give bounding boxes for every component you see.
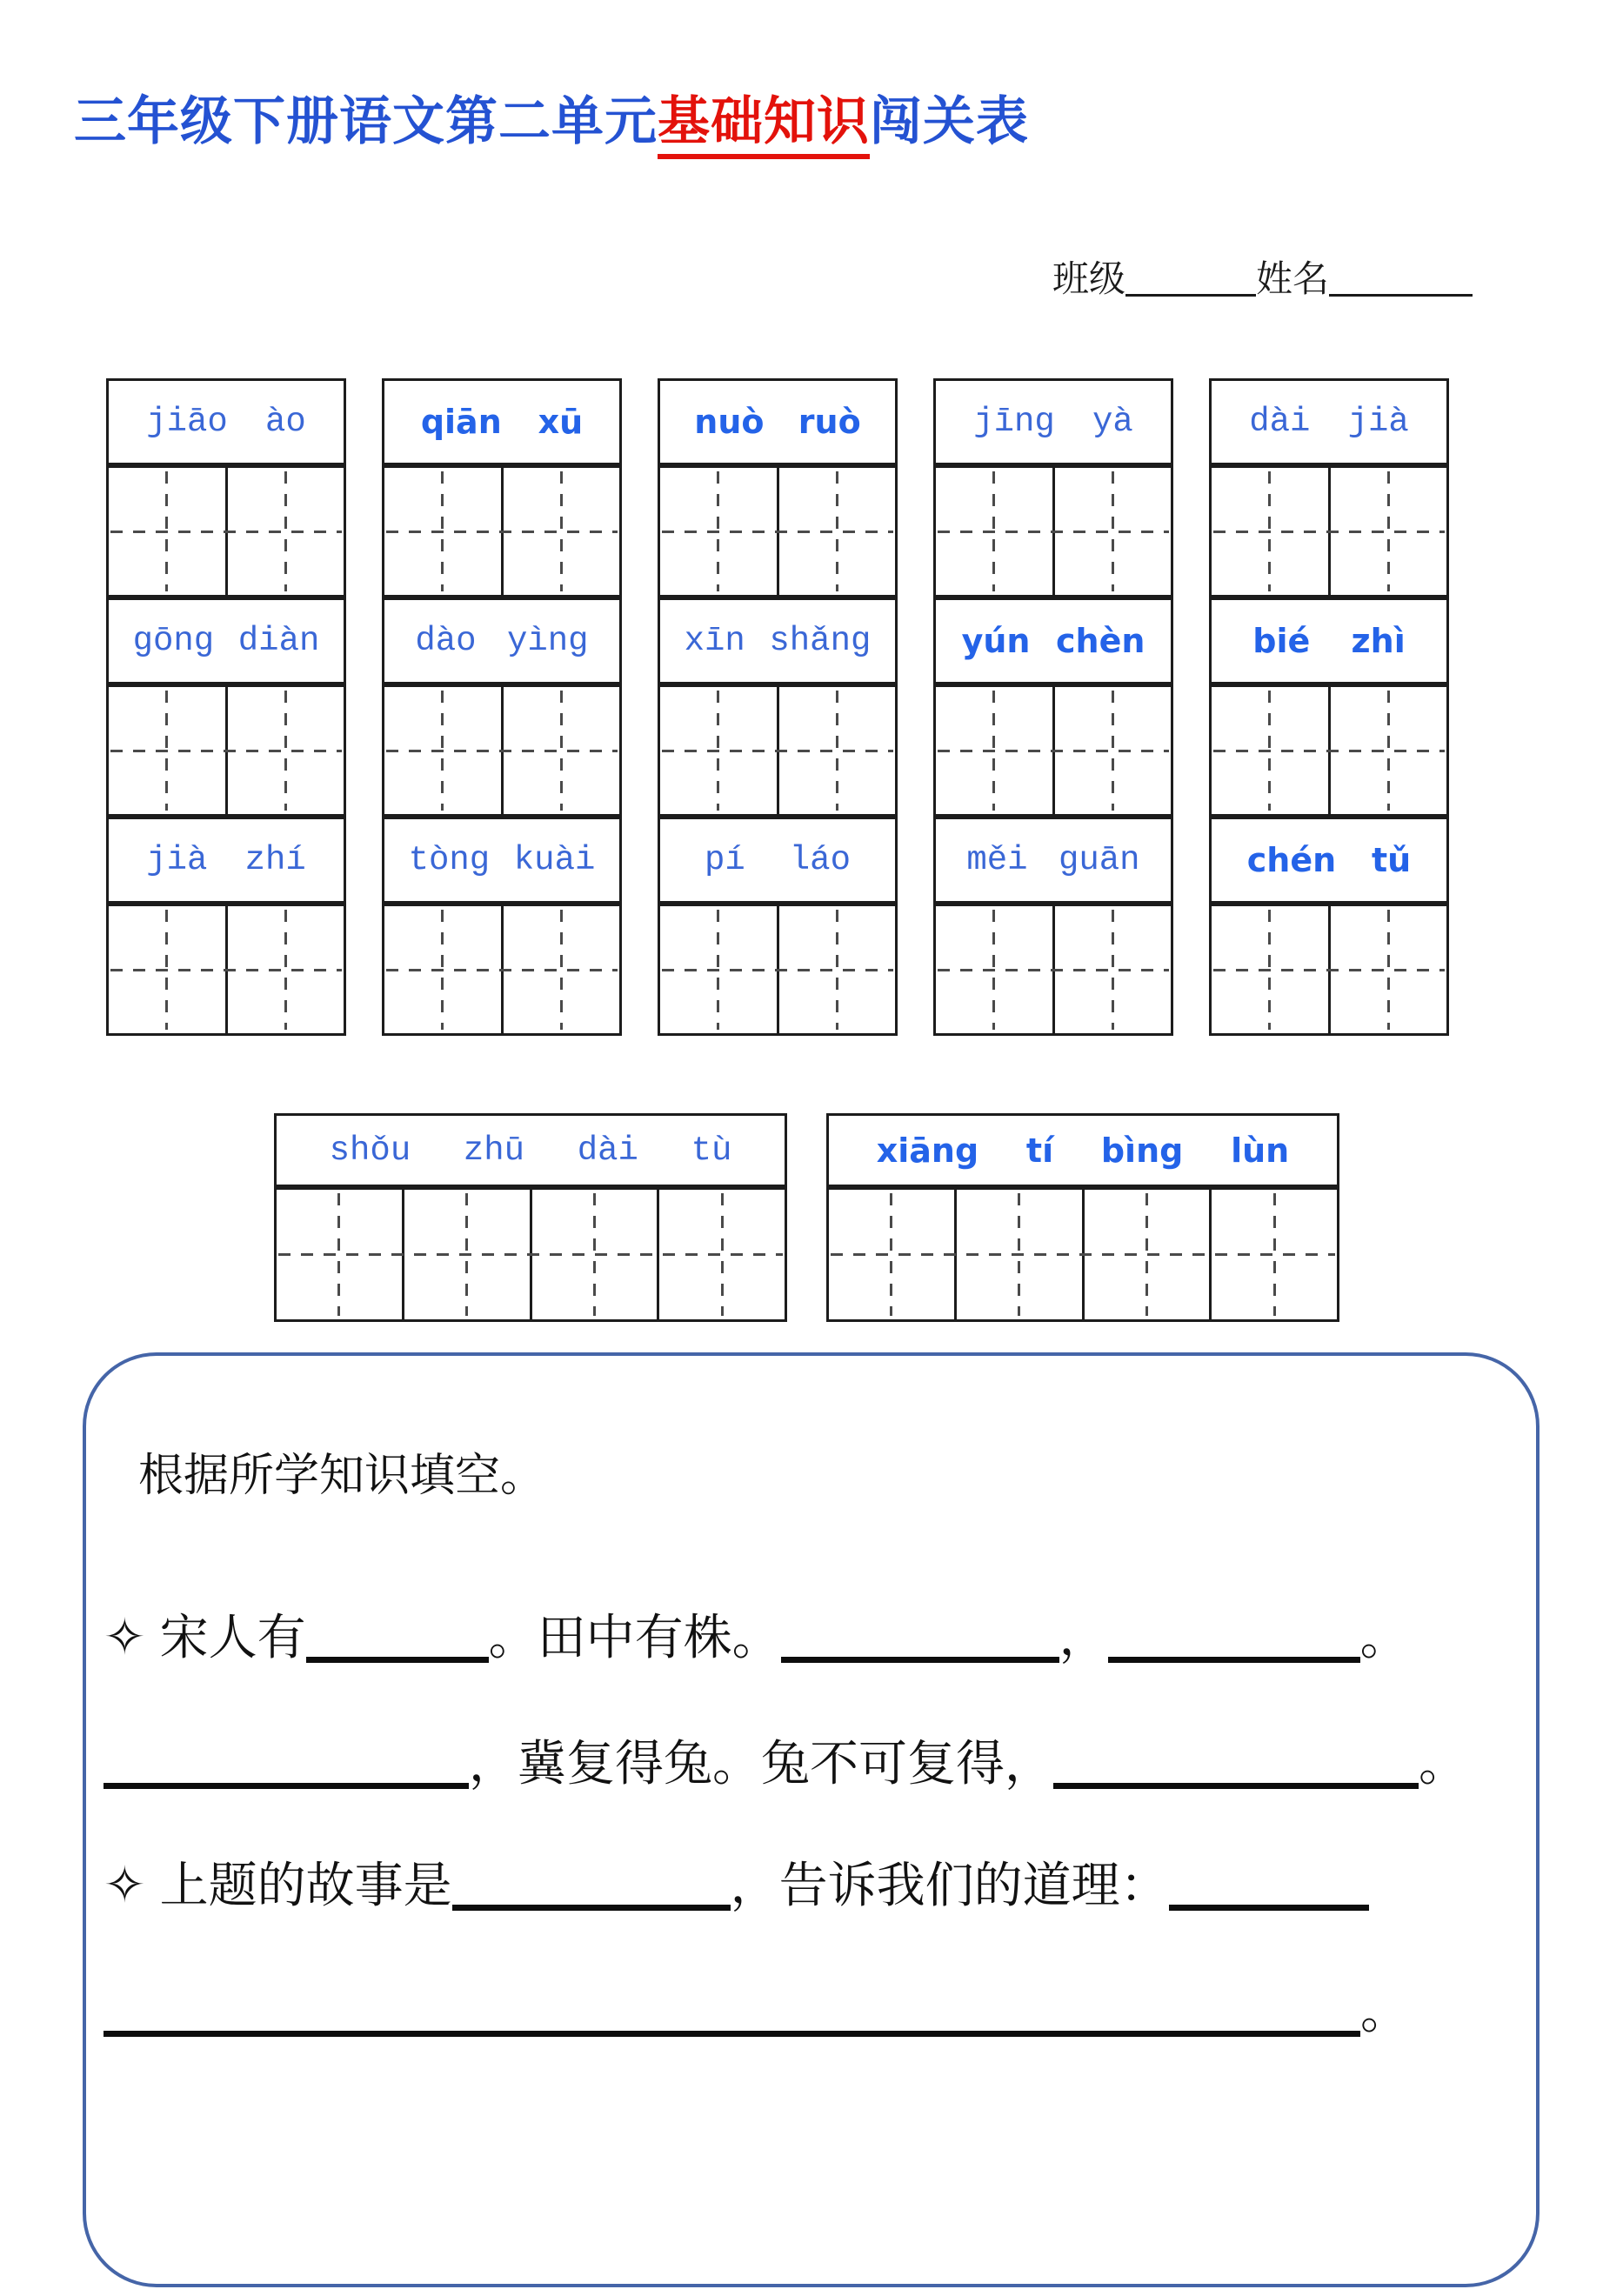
- writing-squares: [382, 904, 622, 1036]
- pinyin-syllable: ruò: [798, 403, 861, 441]
- answer-blank: [104, 1996, 1360, 2037]
- class-label: 班级: [1052, 260, 1126, 300]
- pinyin-word-card: [658, 817, 898, 1036]
- pinyin-syllable: tòng: [408, 841, 491, 879]
- fill-line: [104, 1599, 1409, 1669]
- square-horizontal-dash: [1213, 750, 1445, 752]
- writing-squares: [382, 465, 622, 597]
- pinyin-syllable: shǎng: [769, 622, 872, 660]
- diamond-bullet-icon: ✧: [104, 1857, 146, 1913]
- pinyin-word-card: [933, 378, 1173, 597]
- pinyin-word-card: [1209, 597, 1449, 817]
- answer-blank: [781, 1622, 1059, 1663]
- pinyin-syllable: nuò: [694, 403, 765, 441]
- pinyin-word-card: [1209, 817, 1449, 1036]
- fill-line: [104, 1973, 1409, 2043]
- fill-text: 。: [1359, 1612, 1409, 1665]
- answer-blank: [1053, 1748, 1419, 1789]
- pinyin-syllable: gōng: [132, 622, 215, 660]
- pinyin-syllable: zhí: [244, 841, 306, 879]
- fill-text: 宋人有: [159, 1612, 306, 1665]
- fill-in-section: [83, 1352, 1540, 2287]
- fill-text: 上题的故事是: [159, 1859, 452, 1913]
- writing-squares: [933, 684, 1173, 817]
- pinyin-word-card: [106, 597, 346, 817]
- pinyin-label: [382, 817, 622, 904]
- fill-text: ，: [1059, 1612, 1108, 1665]
- square-horizontal-dash: [662, 531, 893, 533]
- pinyin-label: [826, 1113, 1339, 1187]
- pinyin-syllable: dài: [577, 1131, 638, 1170]
- writing-squares: [106, 904, 346, 1036]
- square-horizontal-dash: [938, 750, 1169, 752]
- square-horizontal-dash: [1213, 531, 1445, 533]
- writing-squares: [933, 904, 1173, 1036]
- pinyin-syllable: diàn: [237, 622, 320, 660]
- pinyin-syllable: xū: [538, 403, 584, 441]
- writing-squares: [1209, 904, 1449, 1036]
- pinyin-syllable: zhū: [463, 1131, 525, 1170]
- pinyin-label: [1209, 597, 1449, 684]
- writing-squares: [658, 684, 898, 817]
- pinyin-word-card: [106, 378, 346, 597]
- pinyin-syllable: guān: [1058, 841, 1140, 879]
- pinyin-syllable: jià: [146, 841, 208, 879]
- pinyin-syllable: xīn: [684, 622, 745, 660]
- pinyin-syllable: jīng: [973, 403, 1055, 441]
- answer-blank: [104, 1748, 469, 1789]
- pinyin-word-card-wide: [826, 1113, 1339, 1322]
- answer-blank: [1169, 1870, 1369, 1911]
- writing-squares: [658, 904, 898, 1036]
- square-horizontal-dash: [386, 750, 618, 752]
- writing-squares: [1209, 465, 1449, 597]
- pinyin-label: [106, 597, 346, 684]
- pinyin-label: [658, 597, 898, 684]
- pinyin-word-card: [106, 817, 346, 1036]
- square-horizontal-dash: [938, 531, 1169, 533]
- square-horizontal-dash: [278, 1253, 783, 1256]
- pinyin-word-card: [382, 378, 622, 597]
- pinyin-syllable: shǒu: [329, 1131, 411, 1170]
- fill-text: 。: [1360, 1986, 1409, 2039]
- pinyin-syllable: ào: [265, 403, 306, 441]
- writing-squares: [274, 1187, 787, 1322]
- diamond-bullet-icon: ✧: [104, 1609, 146, 1665]
- pinyin-label: [106, 378, 346, 465]
- pinyin-label: [106, 817, 346, 904]
- writing-squares: [1209, 684, 1449, 817]
- writing-squares: [826, 1187, 1339, 1322]
- square-horizontal-dash: [386, 531, 618, 533]
- pinyin-syllable: yún: [961, 622, 1031, 660]
- fill-text: 。田中有株。: [488, 1612, 781, 1665]
- pinyin-syllable: tí: [1025, 1131, 1054, 1170]
- pinyin-word-card: [933, 597, 1173, 817]
- fill-line: [104, 1847, 1369, 1917]
- pinyin-label: [658, 817, 898, 904]
- fill-text: ，告诉我们的道理：: [730, 1859, 1169, 1913]
- pinyin-syllable: lùn: [1231, 1131, 1290, 1170]
- writing-squares: [106, 684, 346, 817]
- class-name-line: [1052, 250, 1473, 303]
- pinyin-syllable: dài: [1249, 403, 1311, 441]
- pinyin-word-card: [1209, 378, 1449, 597]
- fill-text: ，冀复得兔。兔不可复得，: [469, 1738, 1053, 1792]
- square-horizontal-dash: [110, 969, 342, 971]
- pinyin-syllable: tǔ: [1371, 841, 1412, 879]
- square-horizontal-dash: [831, 1253, 1335, 1256]
- answer-blank: [452, 1870, 731, 1911]
- name-blank: [1329, 259, 1473, 297]
- writing-squares: [933, 465, 1173, 597]
- pinyin-syllable: chèn: [1056, 622, 1145, 660]
- square-horizontal-dash: [662, 969, 893, 971]
- pinyin-word-card: [933, 817, 1173, 1036]
- pinyin-label: [382, 378, 622, 465]
- pinyin-syllable: bìng: [1100, 1131, 1184, 1170]
- pinyin-syllable: yìng: [506, 622, 589, 660]
- title-part1: 三年级下册语文第二单元: [74, 93, 658, 150]
- writing-squares: [658, 465, 898, 597]
- answer-blank: [1108, 1622, 1360, 1663]
- pinyin-syllable: chén: [1246, 841, 1337, 879]
- fill-text: 。: [1419, 1738, 1467, 1792]
- pinyin-word-card: [382, 597, 622, 817]
- pinyin-word-card: [658, 378, 898, 597]
- pinyin-word-card: [658, 597, 898, 817]
- pinyin-syllable: qiān: [420, 403, 502, 441]
- pinyin-grid: [106, 378, 1449, 1036]
- pinyin-label: [1209, 378, 1449, 465]
- square-horizontal-dash: [662, 750, 893, 752]
- page-title: [74, 80, 1029, 155]
- square-horizontal-dash: [110, 750, 342, 752]
- fill-line: [104, 1725, 1467, 1795]
- pinyin-syllable: xiāng: [876, 1131, 979, 1170]
- pinyin-syllable: pí: [704, 841, 745, 879]
- fill-section-heading: 根据所学知识填空。: [138, 1452, 546, 1501]
- pinyin-syllable: jiāo: [146, 403, 228, 441]
- writing-squares: [106, 465, 346, 597]
- square-horizontal-dash: [386, 969, 618, 971]
- square-horizontal-dash: [1213, 969, 1445, 971]
- class-blank: [1125, 259, 1256, 297]
- pinyin-label: [1209, 817, 1449, 904]
- pinyin-word-card-wide: [274, 1113, 787, 1322]
- pinyin-syllable: láo: [789, 841, 851, 879]
- answer-blank: [306, 1622, 489, 1663]
- pinyin-label: [933, 378, 1173, 465]
- pinyin-label: [274, 1113, 787, 1187]
- pinyin-syllable: jià: [1347, 403, 1409, 441]
- pinyin-syllable: tù: [691, 1131, 732, 1170]
- pinyin-syllable: měi: [966, 841, 1028, 879]
- name-label: 姓名: [1256, 260, 1330, 300]
- title-highlight: 基础知识: [658, 93, 870, 159]
- pinyin-label: [658, 378, 898, 465]
- square-horizontal-dash: [110, 531, 342, 533]
- pinyin-syllable: kuài: [513, 841, 596, 879]
- pinyin-word-card: [382, 817, 622, 1036]
- title-part2: 闯关表: [870, 93, 1029, 150]
- pinyin-label: [933, 817, 1173, 904]
- pinyin-syllable: yà: [1092, 403, 1133, 441]
- pinyin-label: [382, 597, 622, 684]
- pinyin-label: [933, 597, 1173, 684]
- pinyin-syllable: zhì: [1351, 622, 1406, 660]
- writing-squares: [382, 684, 622, 817]
- pinyin-syllable: dào: [415, 622, 477, 660]
- pinyin-syllable: bié: [1252, 622, 1311, 660]
- square-horizontal-dash: [938, 969, 1169, 971]
